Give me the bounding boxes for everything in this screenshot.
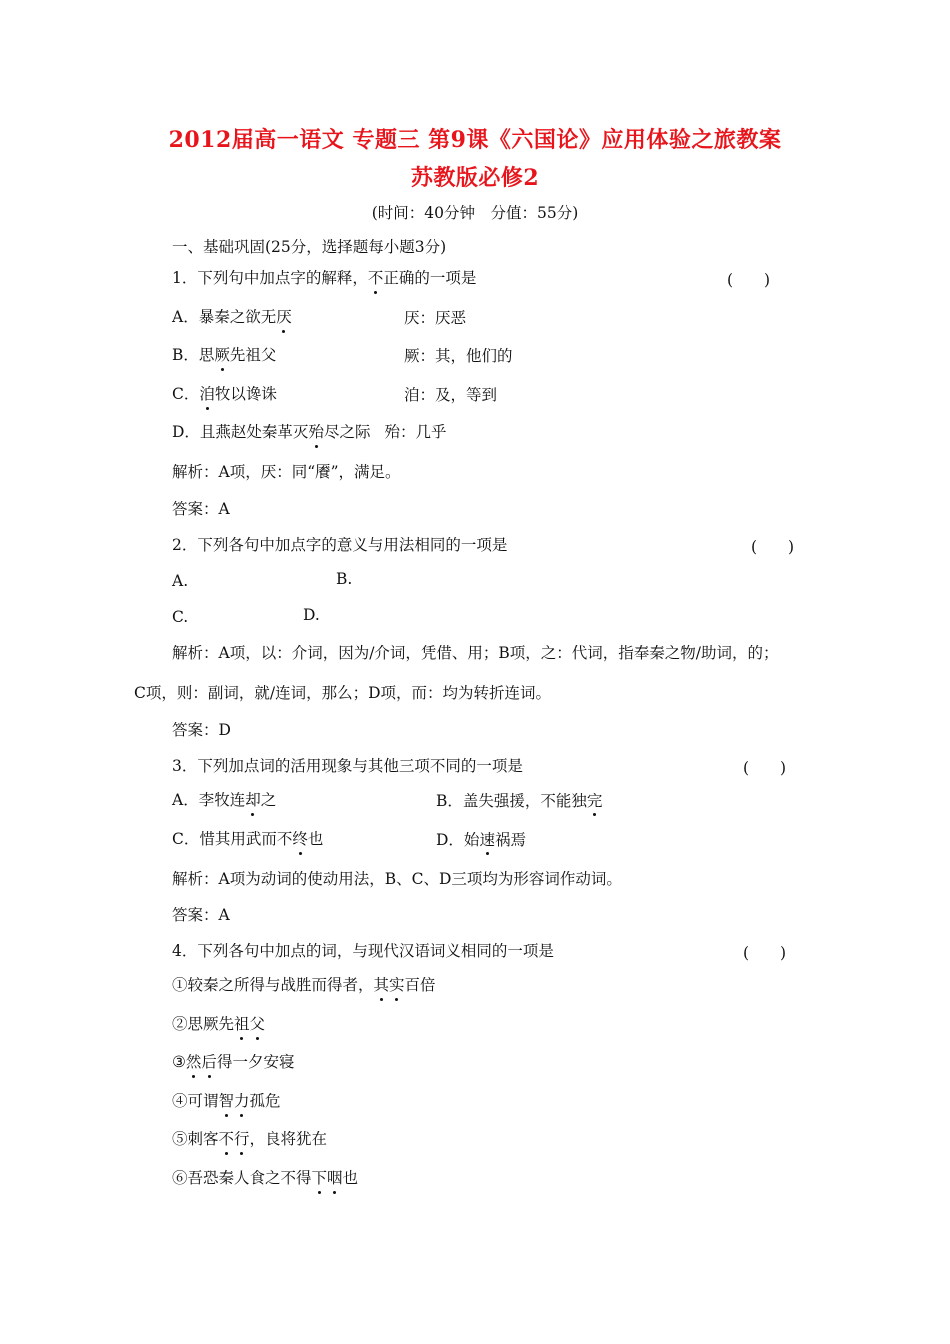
question-4-item-2: ②思厥先祖父 <box>172 1015 266 1033</box>
question-4-item-3: ③然后得一夕安寝 <box>172 1053 295 1071</box>
question-3-answer: 答案：A <box>172 906 230 924</box>
section-heading: 一、基础巩固(25分，选择题每小题3分) <box>172 238 447 256</box>
question-1-stem: 1．下列句中加点字的解释，不正确的一项是 <box>172 269 477 287</box>
question-1-option-d: D．且燕赵处秦革灭殆尽之际 殆：几乎 <box>172 423 447 441</box>
answer-blank: ( ) <box>743 944 787 962</box>
question-1-option-b-gloss: 厥：其，他们的 <box>404 347 513 365</box>
question-1-answer: 答案：A <box>172 500 230 518</box>
question-3-analysis: 解析：A项为动词的使动用法，B、C、D三项均为形容词作动词。 <box>172 870 622 888</box>
question-2-analysis-line-2: C项，则：副词，就/连词，那么；D项，而：均为转折连词。 <box>134 684 552 702</box>
question-4-item-6: ⑥吾恐秦人食之不得下咽也 <box>172 1169 359 1187</box>
question-1-analysis: 解析：A项，厌：同“餍”，满足。 <box>172 463 401 481</box>
question-3-option-c: C．惜其用武而不终也 <box>172 830 324 848</box>
question-4-stem: 4．下列各句中加点的词，与现代汉语词义相同的一项是 <box>172 942 554 960</box>
answer-blank: ( ) <box>743 759 787 777</box>
document-title: 2012届高一语文 专题三 第9课《六国论》应用体验之旅教案 <box>168 127 782 153</box>
question-4-item-5: ⑤刺客不行，良将犹在 <box>172 1130 328 1148</box>
question-1-option-c-gloss: 洎：及，等到 <box>404 386 498 404</box>
answer-blank: ( ) <box>727 271 771 289</box>
question-3-option-d: D．始速祸焉 <box>436 828 526 850</box>
question-4-item-1: ①较秦之所得与战胜而得者，其实百倍 <box>172 976 436 994</box>
question-2-option-c: C. <box>172 608 189 626</box>
question-2-option-b: B. <box>336 570 353 588</box>
question-2-stem: 2．下列各句中加点字的意义与用法相同的一项是 <box>172 536 508 554</box>
question-2-answer: 答案：D <box>172 721 231 739</box>
question-1-option-a: A．暴秦之欲无厌 <box>172 308 292 326</box>
question-1-option-c: C．洎牧以谗诛 <box>172 385 277 403</box>
answer-blank: ( ) <box>751 538 795 556</box>
question-2-option-a: A. <box>172 572 189 590</box>
question-4-item-4: ④可谓智力孤危 <box>172 1092 281 1110</box>
question-2-option-d: D. <box>303 606 320 624</box>
question-3-option-a: A．李牧连却之 <box>172 791 277 809</box>
question-2-analysis-line-1: 解析：A项，以：介词，因为/介词，凭借、用；B项，之：代词，指奉秦之物/助词，的； <box>172 644 779 662</box>
question-3-stem: 3．下列加点词的活用现象与其他三项不同的一项是 <box>172 757 523 775</box>
question-1-option-a-gloss: 厌：厌恶 <box>404 309 467 327</box>
document-subtitle: 苏教版必修2 <box>410 165 540 191</box>
question-1-option-b: B．思厥先祖父 <box>172 346 277 364</box>
time-score-info: (时间：40分钟 分值：55分) <box>371 204 579 222</box>
question-3-option-b: B．盖失强援，不能独完 <box>436 789 602 811</box>
